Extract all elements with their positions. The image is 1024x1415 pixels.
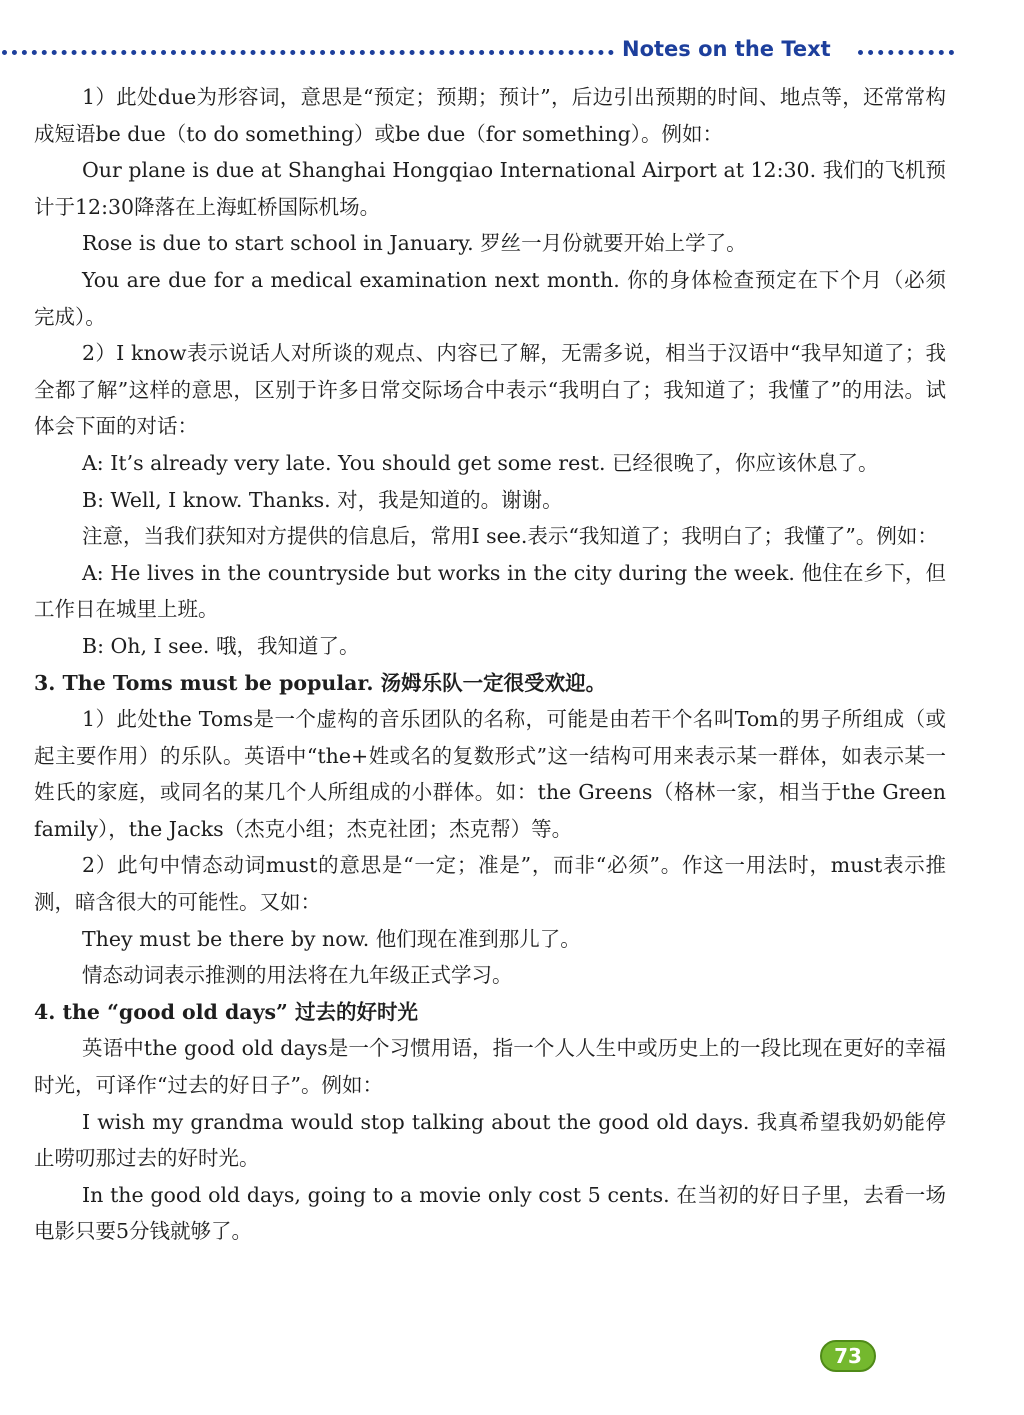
example-sentence: Rose is due to start school in January. 罗丝一月份就要开始上学了。 [82, 231, 747, 256]
dialogue-line: A: He lives in the countryside but works in the city during the week. 他住在乡下，但工作日在城里上班。 [34, 560, 946, 622]
note-paragraph: 2）I know表示说话人对所谈的观点、内容已了解，无需多说，相当于汉语中“我早知道了；我全都了解”这样的意思，区别于许多日常交际场合中表示“我明白了；我知道了；我懂了”的用法。试体会下面的对话： [34, 341, 946, 439]
example-sentence: Our plane is due at Shanghai Hongqiao International Airport at 12:30. 我们的飞机预计于12:30降落在上海虹桥国际机场。 [34, 158, 946, 219]
note-heading: 3. The Toms must be popular. 汤姆乐队一定很受欢迎。 [34, 670, 607, 695]
dialogue-line: B: Well, I know. Thanks. 对，我是知道的。谢谢。 [82, 487, 563, 512]
example-sentence: I wish my grandma would stop talking about the good old days. 我真希望我奶奶能停止唠叨那过去的好时光。 [34, 1109, 946, 1171]
note-paragraph: 1）此处due为形容词，意思是“预定；预期；预计”，后边引出预期的时间、地点等，还常常构成短语be due（to do something）或be due（for something）。例如： [34, 85, 946, 146]
dialogue-line: B: Oh, I see. 哦，我知道了。 [82, 633, 360, 658]
running-header [0, 34, 1024, 64]
note-heading: 4. the “good old days” 过去的好时光 [34, 999, 418, 1024]
note-paragraph: 1）此处the Toms是一个虚构的音乐团队的名称，可能是由若干个名叫Tom的男子所组成（或起主要作用）的乐队。英语中“the+姓或名的复数形式”这一结构可用来表示某一群体，如表示某一姓氏的家庭，或同名的某几个人所组成的小群体。如：the Greens（格林一家，相当于the Green family），the Jacks（杰克小组；杰克社团；杰克帮）等。 [34, 707, 946, 841]
example-sentence: In the good old days, going to a movie only cost 5 cents. 在当初的好日子里，去看一场电影只要5分钱就够了。 [34, 1182, 946, 1244]
note-paragraph: 注意，当我们获知对方提供的信息后，常用I see.表示“我知道了；我明白了；我懂了”。例如： [82, 524, 938, 549]
dialogue-line: A: It’s already very late. You should get some rest. 已经很晚了，你应该休息了。 [82, 450, 879, 475]
example-sentence: You are due for a medical examination next month. 你的身体检查预定在下个月（必须完成）。 [34, 267, 946, 329]
header-dotted-rule-right [858, 50, 954, 55]
note-paragraph: 情态动词表示推测的用法将在九年级正式学习。 [82, 963, 513, 988]
section-title: Notes on the Text [622, 37, 831, 61]
header-dotted-rule-left [2, 50, 614, 55]
example-sentence: They must be there by now. 他们现在准到那儿了。 [82, 926, 581, 951]
note-paragraph: 英语中the good old days是一个习惯用语，指一个人人生中或历史上的一段比现在更好的幸福时光，可译作“过去的好日子”。例如： [34, 1036, 946, 1098]
page-number-badge: 73 [820, 1340, 876, 1372]
notes-body [34, 79, 946, 1250]
note-paragraph: 2）此句中情态动词must的意思是“一定；准是”，而非“必须”。作这一用法时，must表示推测，暗含很大的可能性。又如： [34, 853, 946, 915]
